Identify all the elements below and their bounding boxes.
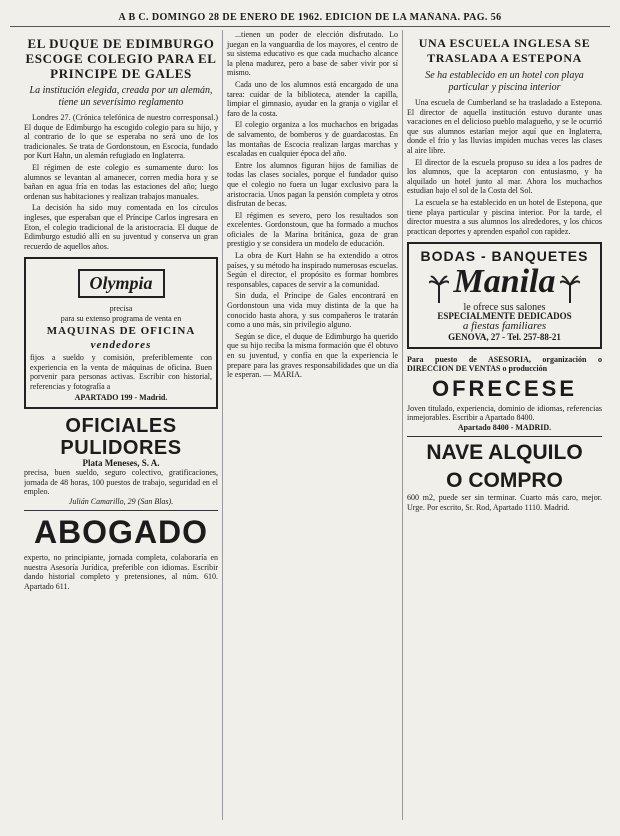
nave-ad — [407, 441, 602, 512]
abogado-heading: ABOGADO — [33, 514, 209, 551]
oficiales-ad — [24, 415, 218, 507]
ofrecese-ad — [407, 355, 602, 433]
bodas-line2: ESPECIALMENTE DEDICADOS — [437, 311, 572, 322]
palm-tree-icon — [429, 275, 449, 303]
article-left-body — [24, 113, 218, 251]
page-header: A B C. DOMINGO 28 DE ENERO DE 1962. EDICION DE LA MAÑANA. PAG. 56 — [10, 12, 610, 27]
article-mid-paragraph: Cada uno de los alumnos está encargado de una tarea: cuidar de la biblioteca, atender la capilla, limpiar el gimnasio, ayudar en la granja o vigilar el faro de la costa. — [227, 79, 398, 118]
oficiales-company: Plata Meneses, S. A. — [82, 457, 160, 468]
article-mid-body — [227, 30, 398, 380]
right-column — [402, 30, 602, 820]
article-left-paragraph: La decisión ha sido muy comentada en los círculos ingleses, que esperaban que el Príncipe Carlos ingresara en Eton, el colegio tradicional de la aristocracia. El duque de Edimburgo estudió allí en su juventud y conserva un gran recuerdo de aquellos años. — [24, 203, 218, 251]
bodas-title: BODAS - BANQUETES — [420, 248, 589, 265]
article-left-subhead: La institución elegida, creada por un alemán, tiene un severísimo reglamento — [29, 85, 213, 108]
oficiales-desc: precisa, buen sueldo, seguro colectivo, gratificaciones, jornada de 48 horas, 100 puestos de trabajo, seguridad en el empleo. — [24, 468, 218, 497]
divider — [24, 510, 218, 511]
abogado-ad — [24, 515, 218, 591]
article-mid-paragraph: Según se dice, el duque de Edimburgo ha querido que su hijo reciba la misma formación que él obtuvo en su juventud, y confía en que la experiencia le prepare para las graves responsabilidades que un día le esperan. — MARIA. — [227, 331, 398, 380]
article-mid-paragraph: Sin duda, el Príncipe de Gales encontrará en Gordonstoun una vida muy distinta de la que ha conocido hasta ahora, y sus compañeros le tratarán como a uno más, sin privilegio alguno. — [227, 291, 398, 330]
article-left-headline: EL DUQUE DE EDIMBURGO ESCOGE COLEGIO PARA EL PRINCIPE DE GALES — [25, 36, 217, 81]
ofrecese-intro: Para puesto de ASESORIA, organización o DIRECCION DE VENTAS o producción — [407, 354, 602, 374]
divider — [407, 436, 602, 437]
abogado-desc: experto, no principiante, jornada completa, colaboraría en nuestra Asesoría Jurídica, preferible con idiomas. Escribir dando historial completo y pretensiones, al núm. 610. Apartado 611. — [24, 553, 218, 591]
bodas-ad — [407, 242, 602, 348]
article-right-paragraph: Una escuela de Cumberland se ha trasladado a Estepona. El director de aquella institución estuvo durante unas vacaciones en el delicioso pueblo malagueño, y se le ocurrió que sus alumnos estarían mejor aquí que en Inglaterra, donde el frío y las lluvias impiden muchas veces las clases al aire libre. — [407, 98, 602, 155]
ofrecese-desc: Joven titulado, experiencia, dominio de idiomas, referencias inmejorables. Escribir a Apartado 8400. — [407, 403, 602, 423]
olympia-ad — [24, 257, 218, 409]
article-left-paragraph: El régimen de este colegio es sumamente duro: los alumnos se levantan al amanecer, corren media hora y se bañan en agua fría en todas las estaciones del año; luego ordenan sus habitaciones y realizan trabajos manuales. — [24, 162, 218, 201]
middle-column — [222, 30, 398, 820]
article-right-paragraph: El director de la escuela propuso su idea a los padres de los alumnos, que la aceptaron con entusiasmo, y ha alquilado un hotel junto al mar. Ahora los muchachos estudian bajo el sol de la Costa del Sol. — [407, 157, 602, 196]
article-mid-paragraph: El colegio organiza a los muchachos en brigadas de salvamento, de bomberos y de guardacostas. En las montañas de Escocia realizan largas marchas y escaladas en cualquier época del año. — [227, 120, 398, 159]
bodas-address: GENOVA, 27 - Tel. 257-88-21 — [448, 332, 561, 343]
oficiales-address: Julián Camarillo, 29 (San Blas). — [68, 496, 174, 506]
oficiales-heading: OFICIALES PULIDORES — [60, 414, 182, 459]
manila-brand: Manila — [453, 263, 556, 301]
article-mid-paragraph: Entre los alumnos figuran hijos de familias de todas las clases sociales, porque el fundador quiso que el colegio no fuera un lugar exclusivo para la aristocracia. Unos pagan la pensión completa y otros disfrutan de becas. — [227, 160, 398, 209]
manila-logo — [413, 264, 596, 302]
bodas-line3: a fiestas familiares — [462, 319, 547, 332]
olympia-address: APARTADO 199 - Madrid. — [74, 393, 168, 403]
olympia-desc: fijos a sueldo y comisión, preferiblemente con experiencia en la venta de máquinas de oficina. Buen porvenir para personas activas. Escribir con historial, referencias y fotografía a — [30, 353, 212, 391]
olympia-role: vendedores — [90, 339, 152, 352]
article-mid-paragraph: ...tienen un poder de elección disfrutado. Lo juegan en la vanguardia de los mayores, el centro de su sistema educativo es que cada muchacho alcance la plena madurez, pero a base de saber vivir por sí mismo. — [227, 30, 398, 78]
olympia-logo: Olympia — [78, 269, 165, 298]
left-column — [24, 30, 218, 820]
olympia-line2: para su extenso programa de venta en — [60, 313, 182, 323]
palm-tree-icon — [560, 275, 580, 303]
nave-heading2: O COMPRO — [446, 469, 563, 493]
nave-heading1: NAVE ALQUILO — [426, 441, 583, 465]
article-right-paragraph: La escuela se ha establecido en un hotel de Estepona, que tiene playa particular y piscina interior. Por la tarde, el director muestra a sus alumnos los alrededores, y los chicos practican deportes y aprenden español con rapidez. — [407, 197, 602, 236]
article-left-paragraph: Londres 27. (Crónica telefónica de nuestro corresponsal.) El duque de Edimburgo ha escogido colegio para su hijo, y al contrario de lo que se esperaba no será uno de los tradicionales. Se trata de Gordonstoun, en Escocia, fundado por Kurt Hahn, un alemán refugiado en Inglaterra. — [24, 113, 218, 161]
olympia-product: MAQUINAS DE OFICINA — [46, 325, 196, 338]
article-right-subhead: Se ha establecido en un hotel con playa particular y piscina interior — [425, 70, 584, 93]
ofrecese-address: Apartado 8400 - MADRID. — [457, 422, 552, 432]
article-mid-paragraph: La obra de Kurt Hahn se ha extendido a otros países, y su método ha inspirado numerosas escuelas. Según el director, el propósito es formar hombres responsables, capaces de servir a la comunidad. — [227, 251, 398, 289]
article-right-body — [407, 98, 602, 236]
bodas-line1: le ofrece sus salones — [463, 301, 546, 313]
ofrecese-heading: OFRECESE — [431, 375, 578, 401]
nave-desc: 600 m2, puede ser sin terminar. Cuarto más caro, mejor. Urge. Por escrito, Sr. Rod, Apartado 1110. Madrid. — [407, 493, 602, 512]
olympia-line1: precisa — [109, 304, 133, 314]
article-mid-paragraph: El régimen es severo, pero los resultados son excelentes. Gordonstoun, que ha formado a muchos oficiales de la Marina británica, goza de gran prestigio y se considera un modelo de educación. — [227, 210, 398, 249]
article-right-headline: UNA ESCUELA INGLESA SE TRASLADA A ESTEPONA — [418, 36, 591, 65]
